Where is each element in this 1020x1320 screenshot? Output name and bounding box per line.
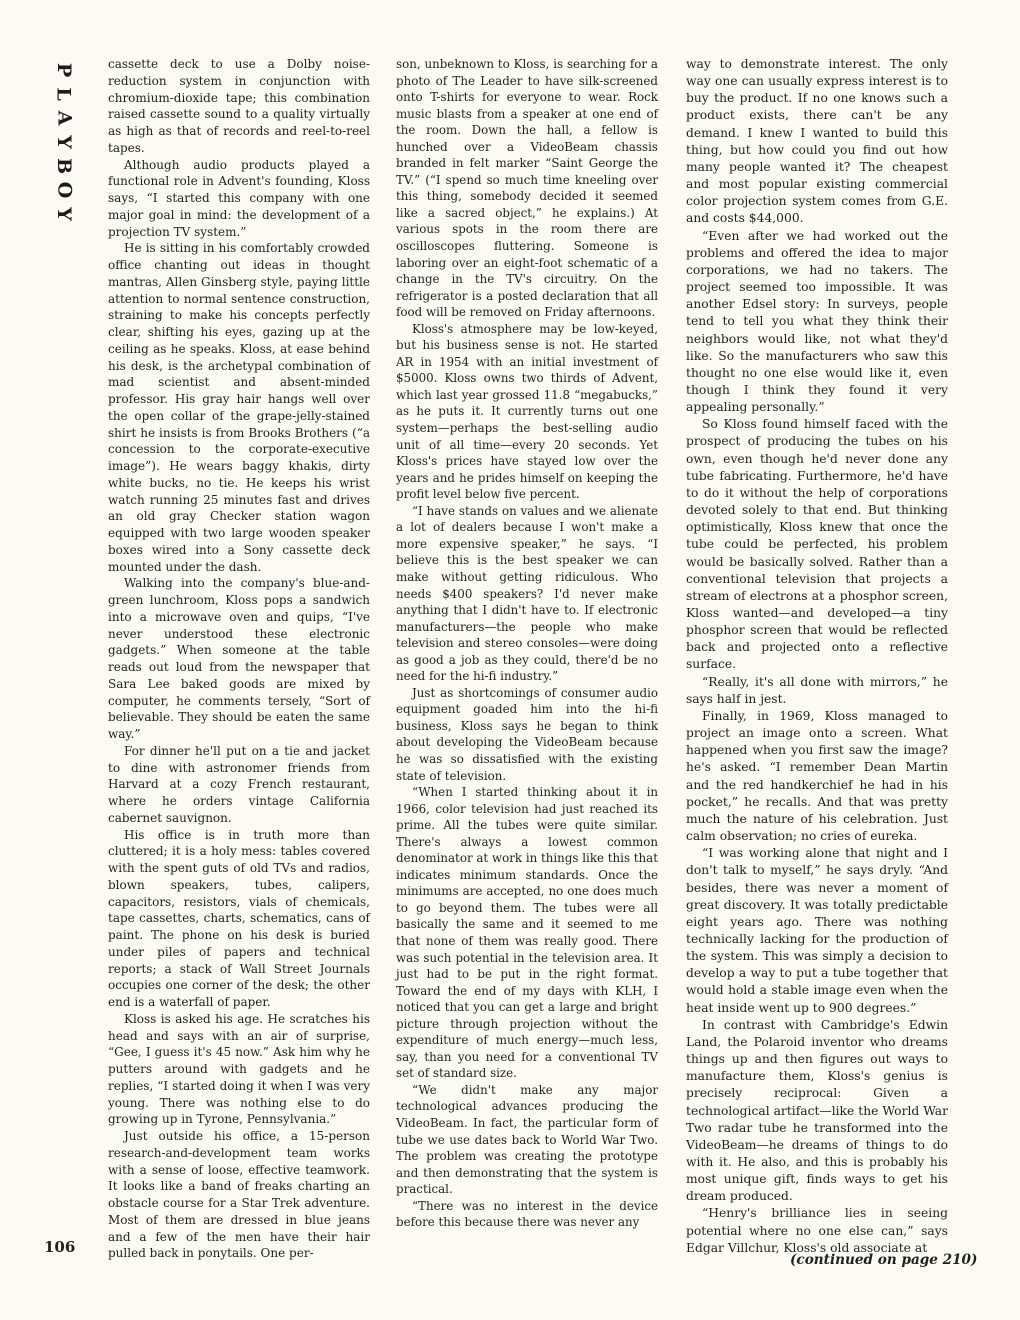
paragraph: Although audio products played a functional role in Advent's founding, Kloss says, “I started this company with one major goal in mind: the development of a projection TV system.”: [108, 157, 370, 239]
paragraph: son, unbeknown to Kloss, is searching for a photo of The Leader to have silk-screened onto T-shirts for everyone to wear. Rock music blasts from a speaker at one end of the room. Down the hall, a fellow is hunched over a VideoBeam chassis branded in felt marker “Saint George the TV.” (“I spend so much time kneeling over this thing, somebody decided it seemed like a sacred object,” he explains.) At various spots in the room there are oscilloscopes fluttering. Someone is laboring over an eight-foot schematic of a change in the TV's circuitry. On the refrigerator is a posted declaration that all food will be removed on Friday afternoons.: [396, 57, 658, 320]
article-column-2: [396, 56, 658, 1231]
paragraph: He is sitting in his comfortably crowded office chanting out ideas in thought mantras, Allen Ginsberg style, paying little attention to normal sentence construction, straining to make his concepts perfectly clear, shifting his eyes, gazing up at the ceiling as he speaks. Kloss, at ease behind his desk, is the archetypal combination of mad scientist and absent-minded professor. His gray hair hangs well over the open collar of the grape-jelly-stained shirt he insists is from Brooks Brothers (“a concession to the corporate-executive image”). He wears baggy khakis, dirty white bucks, no tie. He keeps his wrist watch running 25 minutes fast and drives an old gray Checker station wagon equipped with two large wooden speaker boxes wired into a Sony cassette deck mounted under the dash.: [108, 241, 370, 574]
magazine-letter: L: [52, 87, 75, 101]
paragraph: Kloss is asked his age. He scratches his head and says with an air of surprise, “Gee, I guess it's 45 now.” Ask him why he putters around with gadgets and he replies, “I started doing it when I was very young. There was nothing else to do growing up in Tyrone, Pennsylvania.”: [108, 1011, 370, 1127]
paragraph: “There was no interest in the device before this because there was never any: [396, 1198, 658, 1230]
article-column-3: [686, 56, 948, 1257]
paragraph: “I have stands on values and we alienate a lot of dealers because I won't make a more expensive speaker,” he says. “I believe this is the best speaker we can make without getting ridiculous. Who needs $400 speakers? I'd never make anything that I didn't have to. If electronic manufacturers—the people who make television and stereo consoles—were doing as good a job as they could, there'd be no need for the hi-fi industry.”: [396, 503, 658, 684]
paragraph: So Kloss found himself faced with the prospect of producing the tubes on his own, even though he'd never done any tube fabricating. Furthermore, he'd have to do it without the help of corporations devoted solely to that end. But thinking optimistically, Kloss knew that once the tube could be perfected, his problem would be basically solved. Rather than a conventional television that projects a stream of electrons at a phosphor screen, Kloss wanted—and developed—a tiny phosphor screen that would be reflected back and projected onto a reflective surface.: [686, 417, 948, 672]
paragraph: Finally, in 1969, Kloss managed to project an image onto a screen. What happened when you first saw the image? he's asked. “I remember Dean Martin and the red handkerchief he had in his pocket,” he recalls. And that was pretty much the nature of his celebration. Just calm observation; no cries of eureka.: [686, 708, 948, 844]
paragraph: “Really, it's all done with mirrors,” he says half in jest.: [686, 674, 948, 706]
magazine-name-vertical: [52, 58, 76, 226]
article-column-1: [108, 56, 370, 1262]
paragraph: Just outside his office, a 15-person research-and-development team works with a sense of loose, effective teamwork. It looks like a band of freaks charting an obstacle course for a Star Trek adventure. Most of them are dressed in blue jeans and a few of the men have their hair pulled back in ponytails. One per-: [108, 1129, 370, 1261]
paragraph: His office is in truth more than cluttered; it is a holy mess: tables covered with the spent guts of old TVs and radios, blown speakers, tubes, calipers, capacitors, resistors, vials of chemicals, tape cassettes, charts, schematics, cans of paint. The phone on his desk is buried under piles of papers and technical reports; a stack of Wall Street Journals occupies one corner of the desk; the other end is a waterfall of paper.: [108, 827, 370, 1009]
magazine-letter: Y: [52, 135, 75, 149]
paragraph: “Even after we had worked out the problems and offered the idea to major corporations, we had no takers. The project seemed too impossible. It was another Edsel story: In surveys, people tend to tell you what they think their neighbors would like, not what they'd like. So the manufacturers who saw this thought no one else would like it, even though I think they found it very appealing personally.”: [686, 228, 948, 415]
paragraph: In contrast with Cambridge's Edwin Land, the Polaroid inventor who dreams things up and then figures out ways to manufacture them, Kloss's genius is precisely reciprocal: Given a technological artifact—like the World War Two radar tube he transformed into the VideoBeam—he dreams of things to do with it. He also, and this is probably his most unique gift, finds ways to get his dream produced.: [686, 1017, 948, 1204]
continued-note: (continued on page 210): [790, 1252, 978, 1268]
magazine-letter: O: [53, 181, 75, 199]
magazine-letter: A: [53, 110, 75, 126]
magazine-letter: P: [52, 62, 75, 78]
paragraph: cassette deck to use a Dolby noise-reduction system in conjunction with chromium-dioxide tape; this combination raised cassette sound to a quality virtually as high as that of records and reel-to-reel tapes.: [108, 57, 370, 155]
paragraph: Walking into the company's blue-and-green lunchroom, Kloss pops a sandwich into a microwave oven and quips, “I've never understood these electronic gadgets.” When someone at the table reads out loud from the newspaper that Sara Lee baked goods are mixed by computer, he comments tersely, “Sort of believable. They should be eaten the same way.”: [108, 576, 370, 741]
paragraph: Just as shortcomings of consumer audio equipment goaded him into the hi-fi business, Kloss says he began to think about developing the VideoBeam because he was so dissatisfied with the existing state of television.: [396, 685, 658, 783]
magazine-letter: Y: [52, 207, 75, 221]
page-number: 106: [44, 1238, 76, 1256]
paragraph: “When I started thinking about it in 1966, color television had just reached its prime. All the tubes were quite similar. There's always a lowest common denominator at work in things like this that indicates minimum standards. Once the minimums are accepted, no one does much to go beyond them. The tubes were all basically the same and it seemed to me that none of them was really good. There was such potential in the television area. It just had to be put in the right format. Toward the end of my days with KLH, I noticed that you can get a large and bright picture through projection without the expenditure of much energy—much less, say, than you need for a conventional TV set of standard size.: [396, 785, 658, 1081]
paragraph: way to demonstrate interest. The only way one can usually express interest is to buy the product. If no one knows such a product exists, there can't be any demand. I knew I wanted to build this thing, but how could you find out how many people wanted it? The cheapest and most popular existing commercial color projection system comes from G.E. and costs $44,000.: [686, 57, 948, 226]
paragraph: “I was working alone that night and I don't talk to myself,” he says dryly. “And besides, there was never a moment of great discovery. It was totally predictable eight years ago. There was nothing technically lacking for the production of the system. This was simply a decision to develop a way to put a tube together that would hold a stable image even when the heat inside went up to 900 degrees.”: [686, 846, 948, 1015]
paragraph: “Henry's brilliance lies in seeing potential where no one else can,” says Edgar Villchur, Kloss's old associate at: [686, 1206, 948, 1255]
paragraph: For dinner he'll put on a tie and jacket to dine with astronomer friends from Harvard at a cozy French restaurant, where he orders vintage California cabernet sauvignon.: [108, 743, 370, 825]
paragraph: Kloss's atmosphere may be low-keyed, but his business sense is not. He started AR in 1954 with an initial investment of $5000. Kloss owns two thirds of Advent, which last year grossed 11.8 “megabucks,” as he puts it. It currently turns out one system—perhaps the best-selling audio unit of all time—every 20 seconds. Yet Kloss's prices have stayed low over the years and he prides himself on keeping the profit level below five percent.: [396, 321, 658, 502]
magazine-letter: B: [53, 157, 75, 175]
paragraph: “We didn't make any major technological advances producing the VideoBeam. In fact, the particular form of tube we use dates back to World War Two. The problem was creating the prototype and then demonstrating that the system is practical.: [396, 1082, 658, 1197]
